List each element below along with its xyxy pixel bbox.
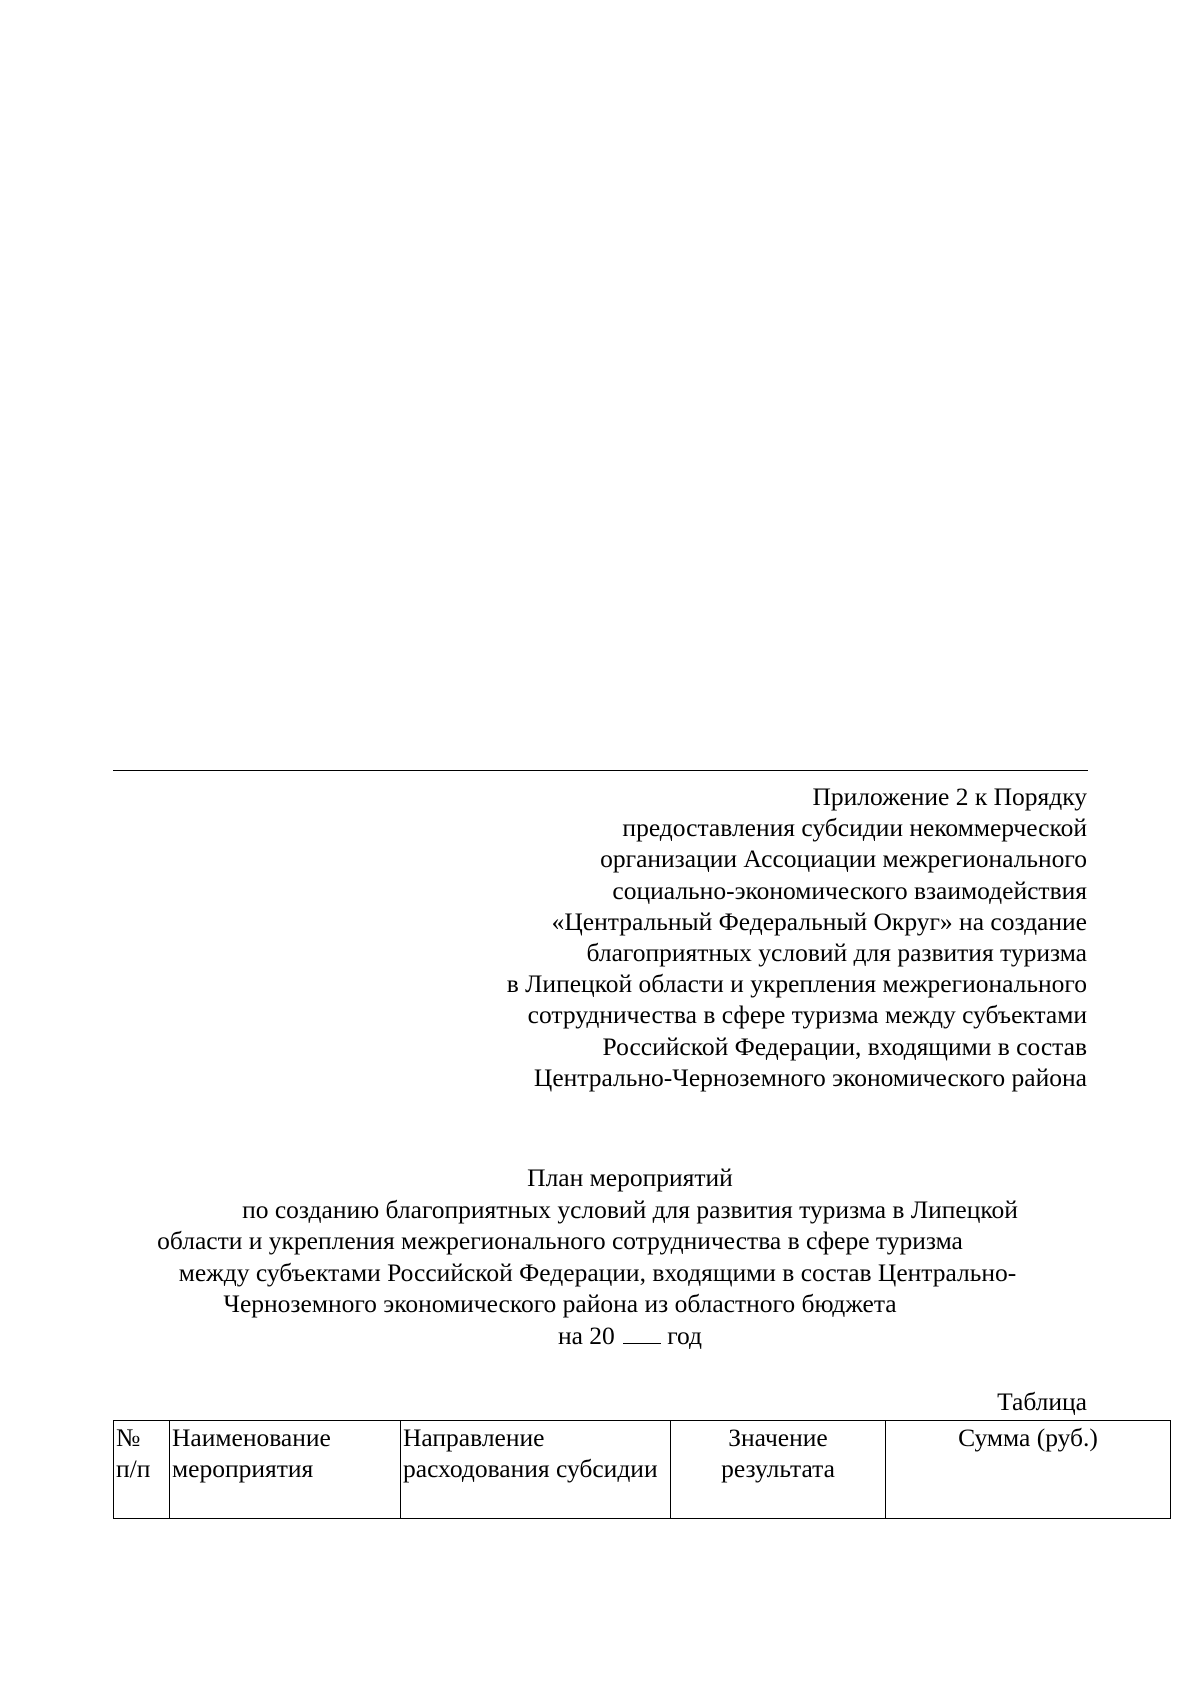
plan-table xyxy=(113,1420,1171,1519)
table-header-row xyxy=(114,1421,1171,1519)
plan-heading xyxy=(0,1162,1200,1351)
plan-subtitle-line: между субъектами Российской Федерации, входящими в состав Центрально- xyxy=(178,1257,1017,1287)
appendix-line: благоприятных условий для развития туризма xyxy=(586,938,1087,968)
header-cell-event-name: Наименование мероприятия xyxy=(170,1421,401,1519)
header-cell-amount: Сумма (руб.) xyxy=(886,1421,1171,1519)
plan-subtitle-line: по созданию благоприятных условий для развития туризма в Липецкой xyxy=(242,1194,1018,1224)
appendix-line: «Центральный Федеральный Округ» на создание xyxy=(551,906,1087,936)
year-suffix: год xyxy=(667,1320,703,1350)
year-prefix: на 20 xyxy=(557,1320,615,1350)
header-cell-expense-direction: Направление расходования субсидии xyxy=(401,1421,671,1519)
header-cell-result-value: Значение результата xyxy=(671,1421,886,1519)
table-caption: Таблица xyxy=(997,1387,1087,1416)
header-cell-number: № п/п xyxy=(114,1421,170,1519)
appendix-line: Приложение 2 к Порядку xyxy=(812,782,1087,811)
appendix-line: Российской Федерации, входящими в состав xyxy=(602,1031,1087,1061)
appendix-line: предоставления субсидии некоммерческой xyxy=(622,813,1087,843)
appendix-line: организации Ассоциации межрегионального xyxy=(600,844,1087,874)
appendix-line: социально-экономического взаимодействия xyxy=(612,875,1087,905)
year-blank xyxy=(623,1321,661,1344)
plan-subtitle-line: области и укрепления межрегионального сотрудничества в сфере туризма xyxy=(157,1226,963,1255)
top-divider-line xyxy=(113,770,1088,771)
plan-title: План мероприятий xyxy=(527,1163,733,1192)
appendix-line: сотрудничества в сфере туризма между субъектами xyxy=(527,1000,1087,1030)
plan-subtitle-line: Черноземного экономического района из областного бюджета xyxy=(223,1289,897,1318)
appendix-header xyxy=(507,781,1087,1093)
appendix-line: Центрально-Черноземного экономического района xyxy=(533,1062,1087,1092)
appendix-line: в Липецкой области и укрепления межрегионального xyxy=(506,969,1087,999)
plan-year-line xyxy=(0,1320,1200,1352)
